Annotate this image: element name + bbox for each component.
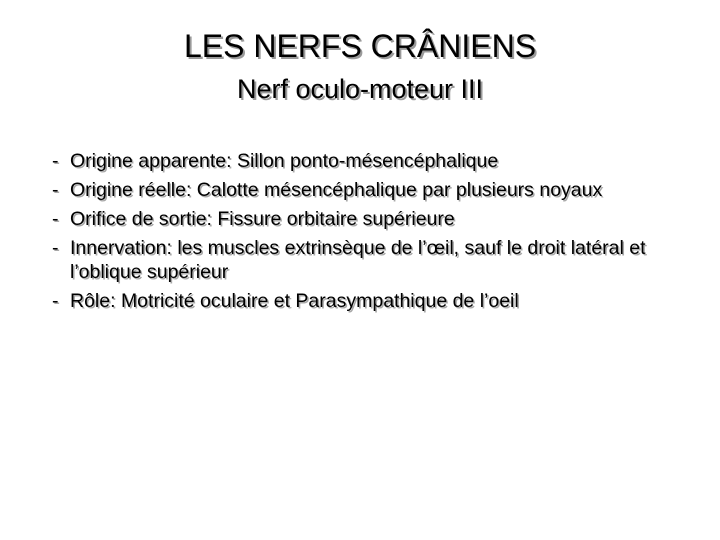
slide-subtitle: Nerf oculo-moteur III xyxy=(236,74,484,104)
bullet-marker: - xyxy=(52,208,59,230)
bullet-item-orifice-de-sortie xyxy=(42,207,692,231)
bullet-item-innervation xyxy=(42,236,692,284)
title-block xyxy=(0,24,720,107)
bullet-marker: - xyxy=(52,179,59,201)
slide-title: LES NERFS CRÂNIENS xyxy=(183,28,537,64)
bullet-text: Innervation: les muscles extrinsèque de l’œil, sauf le droit latéral et l’oblique supérieur xyxy=(70,237,646,283)
bullet-text: Origine réelle: Calotte mésencéphalique par plusieurs noyaux xyxy=(70,179,603,201)
bullet-marker: - xyxy=(52,290,59,312)
bullet-marker: - xyxy=(52,150,59,172)
bullet-list xyxy=(42,149,692,318)
bullet-item-origine-apparente xyxy=(42,149,692,173)
bullet-item-origine-reelle xyxy=(42,178,692,202)
bullet-text: Orifice de sortie: Fissure orbitaire supérieure xyxy=(70,208,455,230)
bullet-item-role xyxy=(42,289,692,313)
bullet-text: Rôle: Motricité oculaire et Parasympathique de l’oeil xyxy=(70,290,519,312)
bullet-marker: - xyxy=(52,237,59,259)
bullet-text: Origine apparente: Sillon ponto-mésencéphalique xyxy=(70,150,499,172)
